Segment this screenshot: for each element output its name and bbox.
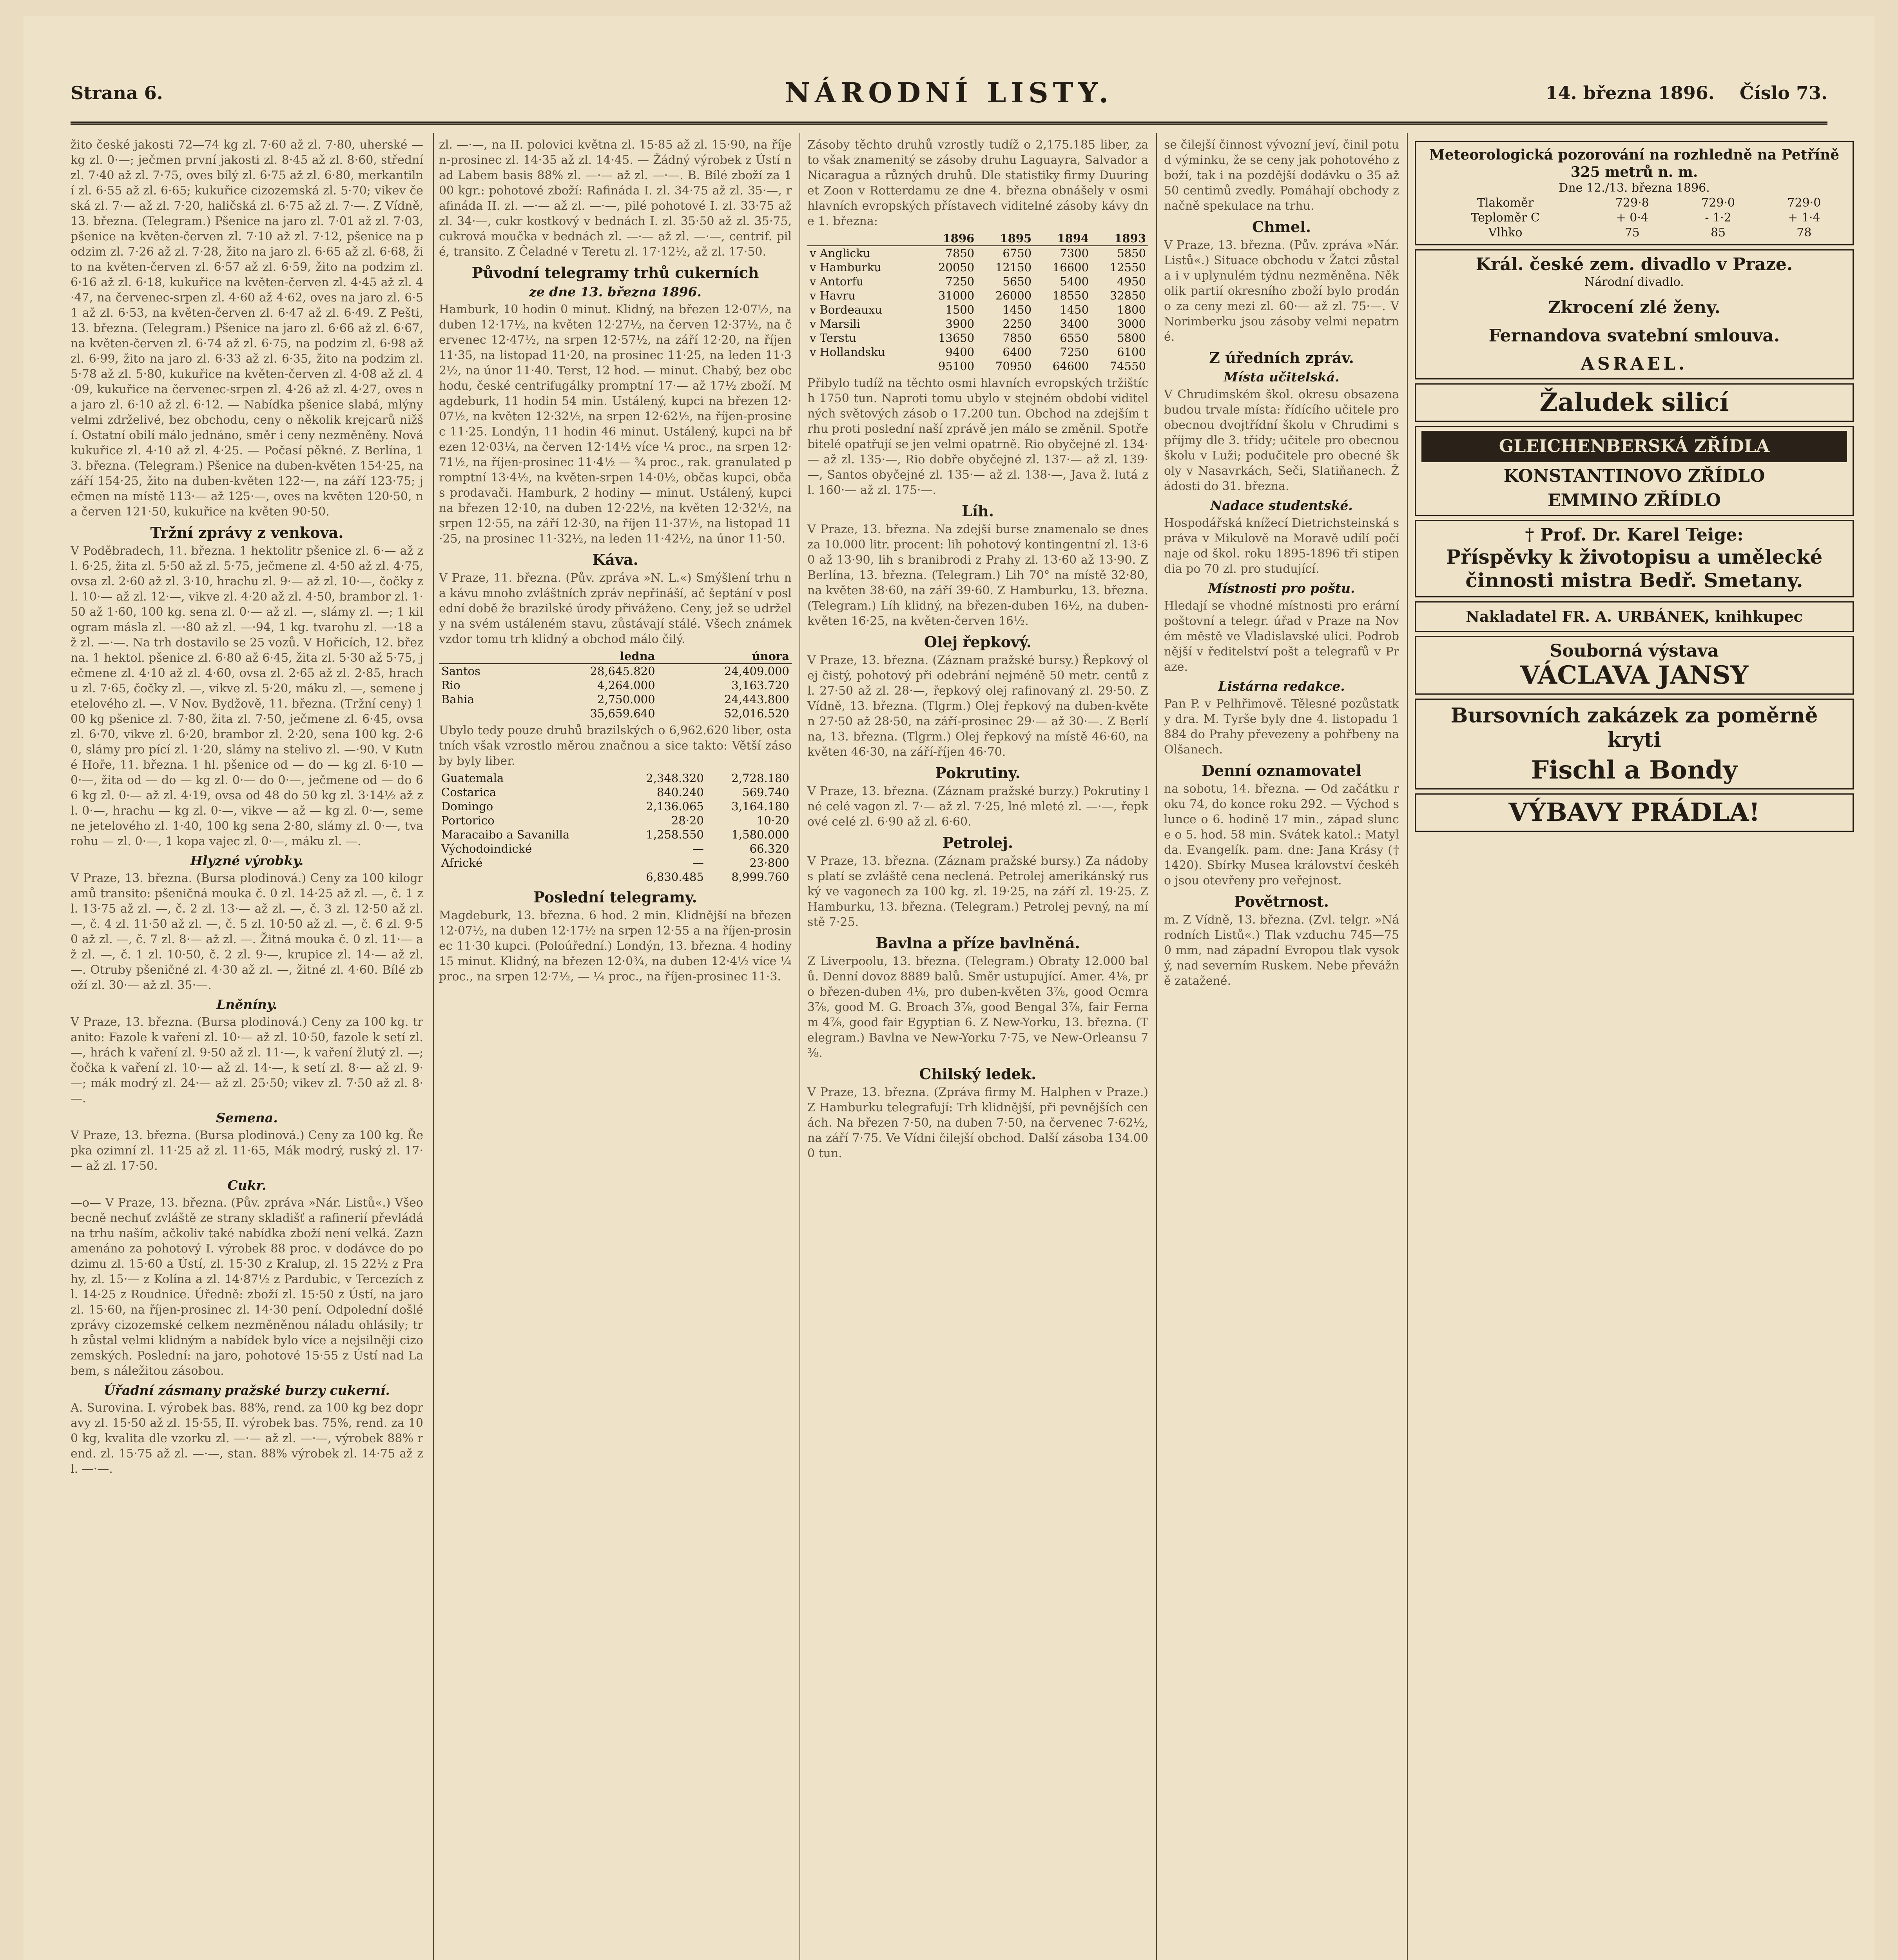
page-number: Strana 6. (71, 82, 163, 103)
ad-teige: † Prof. Dr. Karel Teige: Příspěvky k životopisu a umělecké činnosti mistra Bedř. Smetany. (1415, 520, 1854, 597)
newspaper-page (24, 16, 1874, 1960)
heading-listarna: Listárna redakce. (1218, 679, 1345, 694)
meteo-box: Meteorologická pozorování na rozhledně na Petříně 325 metrů n. m. Dne 12./13. března 1896. Tlakoměr 729·8 729·0 729·0 Teploměr C + 0·4 - 1·2 + 1·4 Vlhko 75 85 78 (1415, 141, 1854, 245)
heading-urad-zaznamy: Úřadní zásmany pražské burzy cukerní. (103, 1383, 390, 1398)
issue-date: 14. března 1896. Číslo 73. (1545, 82, 1827, 103)
column-2: zl. —·—, na II. polovici května zl. 15·85 až zl. 15·90, na říjen-prosinec zl. 14·35 až zl. 14·45. — Žádný výrobek z Ústí nad Labem basis 88% zl. —·— až zl. —·—. B. Bílé zboží za 100 kgr.: pohotové zboží: Rafináda I. zl. 34·75 až zl. 35·—, rafináda II. zl. —·— až zl. —·—, pilé pohotové I. zl. 33·75 až zl. 34·—, cukr kostkový v bednách I. zl. 35·50 až zl. 35·75, cukrová moučka v bednách zl. —·— až zl. —·—, centrif. pilé, transito. Z Čeladné v Teretu zl. 17·12½, až zl. 17·50. Původní telegramy trhů cukerních ze dne 13. března 1896. Hamburk, 10 hodin 0 minut. Klidný, na březen 12·07½, na duben 12·17½, na květen 12·27½, na červen 12·37½, na červenec 12·47½, na srpen 12·57½, na září 12·20, na říjen 11·35, na listopad 11·20, na prosinec 11·25, na leden 11·32½, na únor 11·40. Terst, 12 hod. — minut. Chabý, bez obchodu, české centrifugálky promptní 17·— až 17½ zboží. Magdeburk, 11 hodin 54 min. Ustálený, kupci na březen 12·07½, na květen 12·32½, na srpen 12·62½, na říjen-prosinec 11·25. Londýn, 11 hodin 46 minut. Ustálený, kupci na březen 12·03¼, na červen 12·14½ více ¼ proc., na srpen 12·71½, na říjen-prosinec 11·4½ — ¾ proc., rak. granulated promptní 13·4½, na květen-srpen 14·0½, občas kupci, občas prodavači. Hamburk, 2 hodiny — minut. Ustálený, kupci na březen 12·10, na duben 12·22½, na květen 12·32½, na srpen 12·55, na září 12·30, na říjen 11·37½, na listopad 11·25, na prosinec 11·32½, na leden 11·42½, na únor 11·50. Káva. V Praze, 11. března. (Pův. zpráva »N. L.«) Smýšlení trhu na kávu mnoho zvláštních zpráv nepřináší, ač šeptání v poslední době že brazilské úrody přiváženo. Ceny, jež se udržely na svém ustáleném stavu, zůstávají stálé. Všech známek vzdor tomu trh klidný a obchod málo čilý. ledna února Santos 28,645.820 24,409.000 Rio 4,264.000 3,163.720 Bahia 2,750.000 24,443.800 35,659.640 52,016.520 Ubylo tedy pouze druhů brazilských o 6,962.620 liber, ostatních však vzrostlo měrou značnou a sice takto: Větší zásoby byly liber. Guatemala 2,348.320 2,728.180 Costarica 840.240 569.740 Domingo 2,136.065 3,164.180 Portorico 28·20 10·20 Maracaibo a Savanilla 1,258.550 1,580.000 Východoindické — 66.320 Africké — 23·800 6,830.485 8,999.760 Poslední telegramy. Magdeburk, 13. března. 6 hod. 2 min. Klidnější na březen 12·07½, na duben 12·17½ na srpen 12·55 a na říjen-prosinec 11·30 kupci. (Poloúřední.) Londýn, 13. března. 4 hodiny 15 minut. Klidný, na březen 12·0¾, na duben 12·4½ více ¼ proc., na srpen 12·7½, — ¼ proc., na říjen-prosinec 11·3. (439, 138, 792, 984)
heading-semena: Semena. (216, 1110, 278, 1125)
column-1: žito české jakosti 72—74 kg zl. 7·60 až zl. 7·80, uherské — kg zl. 0·—; ječmen první jakosti zl. 8·45 až zl. 8·60, střední zl. 7·40 až zl. 7·75, oves bílý zl. 6·75 až zl. 6·80, merkantilní zl. 6·55 až zl. 6·65; kukuřice cizozemská zl. 5·70; vikev česká zl. 7·— až zl. 7·20, haličská zl. 6·75 až zl. 7·—. Z Vídně, 13. března. (Telegram.) Pšenice na jaro zl. 7·01 až zl. 7·03, pšenice na květen-červen zl. 7·10 až zl. 7·12, pšenice na podzim zl. 7·26 až zl. 7·28, žito na jaro zl. 6·65 až zl. 6·68, žito na květen-červen zl. 6·57 až zl. 6·59, žito na podzim zl. 6·16 až zl. 6·18, kukuřice na květen-červen zl. 4·45 až zl. 4·47, na červenec-srpen zl. 4·60 až 4·62, oves na jaro zl. 6·51 až zl. 6·53, na květen-červen zl. 6·47 až zl. 6·49. Z Pešti, 13. března. (Telegram.) Pšenice na jaro zl. 6·66 až zl. 6·67, na květen-červen zl. 6·74 až zl. 6·75, na podzim zl. 6·98 až zl. 6·99, žito na jaro zl. 6·33 až zl. 6·35, žito na podzim zl. 5·78 až zl. 5·80, kukuřice na květen-červen zl. 4·08 až zl. 4·09, kukuřice na červenec-srpen zl. 4·26 až zl. 4·27, oves na jaro zl. 6·10 až zl. 6·12. — Nabídka pšenice slabá, mlýny velmi zdrželivé, bez obchodu, ceny o několik krejcarů nižší. Ostatní obilí málo jednáno, směr i ceny nezměněny. Nová kukuřice zl. 4·10 až zl. 4·25. — Počasí pěkné. Z Berlína, 13. března. (Telegram.) Pšenice na duben-květen 154·25, na září 154·25, žito na duben-květen 122·—, na září 123·75; ječmen na místě 113·— až 125·—, oves na květen 120·50, na červen 121·50, kukuřice na květen 90·50. Tržní zprávy z venkova. V Poděbradech, 11. března. 1 hektolitr pšenice zl. 6·— až zl. 6·25, žita zl. 5·50 až zl. 5·75, ječmene zl. 4·50 až zl. 4·75, ovsa zl. 2·60 až zl. 3·10, hrachu zl. 9·— až zl. 10·—, čočky zl. 10·— až zl. 12·—, vikve zl. 4·20 až zl. 4·50, brambor zl. 1·50 až 1·60, 100 kg. sena zl. 0·— až zl. —, slámy zl. —; 1 kilogram másla zl. —·80 až zl. —·94, 1 kg. tvarohu zl. —·18 až zl. —·—. Na trh dostavilo se 25 vozů. V Hořicích, 12. března. 1 hektol. pšenice zl. 6·80 až 6·45, žita zl. 5·30 až 5·75, ječmene zl. 4·10 až zl. 4·60, ovsa zl. 2·65 až zl. 2·85, hrachu zl. 7·65, čočky zl. —, vikve zl. 5·20, máku zl. —, semene jetelového zl. —. V Nov. Bydžově, 11. března. (Tržní ceny) 100 kg pšenice zl. 7·80, žita zl. 7·50, ječmene zl. 6·45, ovsa zl. 6·70, vikve zl. 6·20, brambor zl. 2·20, sena 100 kg. 2·60, slámy pro pící zl. 1·20, slámy na stelivo zl. —·90. V Kutné Hoře, 11. března. 1 hl. pšenice od — do — kg zl. 6·10 — 0·—, žita od — do — kg zl. 0·— do 0·—, ječmene od — do 66 kg zl. 0·— až zl. 4·19, ovsa od 48 do 50 kg zl. 3·14½ až zl. 0·—, hrachu — kg zl. 0·—, vikve — až — kg zl. 0·—, semene jetelového zl. 1·40, 100 kg sena 2·80, slámy zl. 0·—, tvarohu — zl. 0·—, 1 kopa vajec zl. 0·—, máku zl. —. Hlyzné výrobky. V Praze, 13. března. (Bursa plodinová.) Ceny za 100 kilogramů transito: pšeničná mouka č. 0 zl. 14·25 až zl. —, č. 1 zl. 13·75 až zl. —, č. 2 zl. 13·— až zl. —, č. 3 zl. 12·50 až zl. —, č. 4 zl. 11·50 až zl. —, č. 5 zl. 10·50 až zl. —, č. 6 zl. 9·50 až zl. —, č. 7 zl. 8·— až zl. —. Žitná mouka č. 0 zl. 11·— až zl. —, č. 1 zl. 10·50, č. 2 zl. 9·—, krupice zl. 14·— až zl. —. Otruby pšeničné zl. 4·30 až zl. —, žitné zl. 4·60. Bílé zboží zl. 30·— až zl. 35·—. Lněníny. V Praze, 13. března. (Bursa plodinová.) Ceny za 100 kg. tranito: Fazole k vaření zl. 10·— až zl. 10·50, fazole k setí zl. —, hrách k vaření zl. 9·50 až zl. 11·—, k vaření žlutý zl. —; čočka k vaření zl. 10·— až zl. 14·—, k setí zl. 8·— až zl. 9·—; mák modrý zl. 24·— až zl. 25·50; vikev zl. 7·50 až zl. 8·—. Semena. V Praze, 13. března. (Bursa plodinová.) Ceny za 100 kg. Řepka ozimní zl. 11·25 až zl. 11·65, Mák modrý, ruský zl. 17·— až zl. 17·50. Cukr. —o— V Praze, 13. března. (Pův. zpráva »Nár. Listů«.) Všeobecně nechuť zvláště ze strany skladišť a rafinerií převládá na trhu naším, ačkoliv také nabídka zboží není velká. Zaznamenáno za pohotový I. výrobek 88 proc. v dodávce do podzimu zl. 15·60 a Ústí, zl. 15·30 z Kralup, zl. 15 22½ z Prahy, zl. 15·— z Kolína a zl. 14·87½ z Pardubic, v Tercezích zl. 14·25 z Roudnice. Úředně: zboží zl. 15·50 z Ústí, na jaro zl. 15·60, na říjen-prosinec zl. 14·30 pení. Odpolední došlé zprávy cizozemské celkem nezměněnou náladu ohlásily; trh zůstal velmi klidným a nabídek bylo více a nejsilněji cizozemských. Poslední: na jaro, pohotové 15·55 z Ústí nad Labem, s náležitou zásobou. Úřadní zásmany pražské burzy cukerní. A. Surovina. I. výrobek bas. 88%, rend. za 100 kg bez dopravy zl. 15·50 až zl. 15·55, II. výrobek bas. 75%, rend. za 100 kg, kvalita dle vzorku zl. —·— až zl. —·—, výrobek 88% rend. zl. 15·75 až zl. —·—, stan. 88% výrobek zl. 14·75 až zl. —·—. (71, 138, 423, 1476)
heading-kava: Káva. (592, 551, 638, 568)
heading-bavlna: Bavlna a příze bavlněná. (876, 934, 1080, 952)
coffee-table: ledna února Santos 28,645.820 24,409.000 Rio 4,264.000 3,163.720 Bahia 2,750.000 24,443.800 35,659.640 52,016.520 (439, 649, 792, 720)
heading-olej-repkovy: Olej řepkový. (924, 633, 1032, 651)
ad-gleichenberg: GLEICHENBERSKÁ ZŘÍDLA KONSTANTINOVO ZŘÍDLO EMMINO ZŘÍDLO (1415, 426, 1854, 516)
ad-jansa: Souborná výstava VÁCLAVA JANSY (1415, 636, 1854, 695)
meteo-table: Tlakoměr 729·8 729·0 729·0 Teploměr C + 0·4 - 1·2 + 1·4 Vlhko 75 85 78 (1471, 196, 1821, 240)
heading-puvodni-telegramy: Původní telegramy trhů cukerních (471, 264, 759, 281)
heading-povetrnost: Povětrnost. (1234, 893, 1329, 910)
column-3: Zásoby těchto druhů vzrostly tudíž o 2,175.185 liber, za to však znamenitý se zásoby druhu Laguayra, Salvador a Nicaragua a různých druhů. Dle statistiky firmy Duuring et Zoon v Rotterdamu ze dne 4. března obnášely v osmi hlavních evropských přístavech viditelné zásoby kávy dne 1. března: 1896 1895 1894 1893 v Anglicku 7850 6750 7300 5850 v Hamburku 20050 12150 16600 12550 v Antorfu 7250 5650 5400 4950 v Havru 31000 26000 18550 32850 v Bordeauxu 1500 1450 1450 1800 v Marsili 3900 2250 3400 3000 v Terstu 13650 7850 6550 5800 v Hollandsku 9400 6400 7250 6100 95100 70950 64600 74550 Přibylo tudíž na těchto osmi hlavních evropských tržištích 1750 tun. Naproti tomu ubylo v stejném období viditelných světových zásob o 17.200 tun. Obchod na zdejším trhu proti poslední naší zprávě jen málo se změnil. Spotřebitelé opatřují se jen velmi opatrně. Rio obyčejné zl. 134·— až zl. 135·—, Rio dobře obyčejné zl. 137·— až zl. 139·—, Santos obyčejné zl. 135·— až zl. 138·—, Java ž. lutá zl. 160·— až zl. 175·—. Líh. V Praze, 13. března. Na zdejší burse znamenalo se dnes za 10.000 litr. procent: lih pohotový kontingentní zl. 13·60 až 13·90, lih s branibrodi z Prahy zl. 13·60 až 13·90. Z Berlína, 13. března. (Telegram.) Lih 70° na místě 32·80, na květen 38·60, na září 39·60. Z Hamburku, 13. března. (Telegram.) Líh klidný, na březen-duben 16½, na duben-květen 16·25, na květen-červen 16½. Olej řepkový. V Praze, 13. března. (Záznam pražské bursy.) Řepkový olej čistý, pohotový při odebrání nejméně 50 metr. centů zl. 27·50 až zl. 28·—, řepkový olej rafinovaný zl. 29·50. Z Vídně, 13. března. (Tlgrm.) Olej řepkový na duben-květen 27·50 až 28·50, na září-prosinec 29·— až 30·—. Z Berlína, 13. března. (Tlgrm.) Olej řepkový na místě 46·60, na květen 46·30, na září-říjen 46·70. Pokrutiny. V Praze, 13. března. (Záznam pražské burzy.) Pokrutiny lné celé vagon zl. 7·— až zl. 7·25, lné mleté zl. —·—, řepkové celé zl. 6·90 až zl. 6·60. Petrolej. V Praze, 13. března. (Záznam pražské bursy.) Za nádoby s platí se zvláště cena neclená. Petrolej amerikánský ruský ve vagonech za 100 kg. zl. 19·25, na září zl. 19·25. Z Hamburku, 13. března. (Telegram.) Petrolej pevný, na místě 7·25. Bavlna a příze bavlněná. Z Liverpoolu, 13. března. (Telegram.) Obraty 12.000 balů. Denní dovoz 8889 balů. Směr ustupující. Amer. 4⅛, pro březen-duben 4⅛, pro duben-květen 3⅞, good Ocmra 3⅞, good M. G. Broach 3⅞, good Bengal 3⅞, fair Fernam 4⅞, good fair Egyptian 6. Z New-Yorku, 13. března. (Telegram.) Bavlna ve New-Yorku 7·75, ve New-Orleansu 7⅜. Chilský ledek. V Praze, 13. března. (Zpráva firmy M. Halphen v Praze.) Z Hamburku telegrafují: Trh klidnější, při pevnějších cenách. Na březen 7·50, na duben 7·50, na červenec 7·62½, na září 7·75. Ve Vídni čilejší obchod. Další zásoba 134.000 tun. (807, 138, 1148, 1160)
heading-mistnosti-postu: Místnosti pro poštu. (1208, 581, 1355, 596)
subheading-date: ze dne 13. března 1896. (529, 284, 702, 299)
column-5 (1415, 137, 1854, 1960)
heading-trzni-zpravy: Tržní zprávy z venkova. (150, 524, 344, 541)
heading-cukr: Cukr. (227, 1178, 266, 1193)
ad-urbanek: Nakladatel FR. A. URBÁNEK, knihkupec (1415, 601, 1854, 632)
heading-denni-oznamovatel: Denní oznamovatel (1202, 762, 1361, 779)
heading-lih: Líh. (961, 502, 994, 520)
theatre-ad: Král. české zem. divadlo v Praze. Národní divadlo. Zkrocení zlé ženy. Fernandova svatební smlouva. ASRAEL. (1415, 249, 1854, 379)
masthead (71, 74, 1827, 125)
heading-posledni-telegramy: Poslední telegramy. (533, 888, 697, 906)
ad-bursa: Bursovních zakázek za poměrně kryti Fischl a Bondy (1415, 699, 1854, 789)
heading-urednich-zprav: Z úředních zpráv. (1209, 349, 1354, 367)
heading-pokrutiny: Pokrutiny. (935, 764, 1021, 782)
heading-chilsky-ledek: Chilský ledek. (919, 1065, 1037, 1083)
coffee-table-2: Guatemala 2,348.320 2,728.180 Costarica 840.240 569.740 Domingo 2,136.065 3,164.180 Portorico 28·20 10·20 Maracaibo a Savanilla 1,258.550 1,580.000 Východoindické — 66.320 Africké — 23·800 6,830.485 8,999.760 (441, 771, 789, 884)
column-4: se čilejší činnost vývozní jeví, činil potud výminku, že se ceny jak pohotového zboží, tak i na pozdější dodávku o 35 až 50 centimů zvedly. Pomáhají obchody značně spekulace na trhu. Chmel. V Praze, 13. března. (Pův. zpráva »Nár. Listů«.) Situace obchodu v Žatci zůstala i v uplynulém týdnu nezměněna. Několik partií okresního zboží bylo prodáno za ceny mezi zl. 60·— až zl. 75·—. V Norimberku jsou zásoby velmi nepatrné. Z úředních zpráv. Místa učitelská. V Chrudimském škol. okresu obsazena budou trvale místa: řídícího učitele pro obecnou dvojtřídní školu v Chrudimi s příjmy dle 3. třídy; učitele pro obecnou školu v Luži; podučitele pro obecné školy v Nasavrkách, Seči, Slatiňanech. Žádosti do 31. března. Nadace studentské. Hospodářská knížecí Dietrichsteinská správa v Mikulově na Moravě udílí počínaje od škol. roku 1895-1896 tři stipendia po 70 zl. pro studující. Místnosti pro poštu. Hledají se vhodné místnosti pro erární poštovní a telegr. úřad v Praze na Novém městě ve Vladislavské ulici. Podrobnější v ředitelství pošt a telegrafů v Praze. Listárna redakce. Pan P. v Pelhřimově. Tělesné pozůstatky dra. M. Tyrše byly dne 4. listopadu 1884 do Prahy převezeny a pohřbeny na Olšanech. Denní oznamovatel na sobotu, 14. března. — Od začátku roku 74, do konce roku 292. — Východ slunce o 6. hodině 17 min., západ slunce o 5. hod. 58 min. Svátek katol.: Matylda. Evangelík. pam. dne: Jana Krásy († 1420). Sbírky Musea království českého jsou otevřeny pro veřejnost. Povětrnost. m. Z Vídně, 13. března. (Zvl. telgr. »Národních Listů«.) Tlak vzduchu 745—750 mm, nad západní Evropou tlak vysoký, nad severním Ruskem. Nebe převážně zatažené. (1164, 138, 1399, 988)
heading-lnisteny: Lněníny. (216, 997, 277, 1012)
heading-mista-ucitelska: Místa učitelská. (1224, 369, 1340, 385)
ad-vybavy: VÝBAVY PRÁDLA! (1415, 793, 1854, 832)
coffee-stock-table: 1896 1895 1894 1893 v Anglicku 7850 6750 7300 5850 v Hamburku 20050 12150 16600 12550 v Antorfu 7250 5650 5400 4950 v Havru 31000 26000 18550 32850 v Bordeauxu 1500 1450 1450 1800 v Marsili 3900 2250 3400 3000 v Terstu 13650 7850 6550 5800 v Hollandsku 9400 6400 7250 6100 95100 70950 64600 74550 (807, 231, 1148, 373)
heading-hlyzne-vyrobky: Hlyzné výrobky. (190, 853, 304, 868)
newspaper-title: NÁRODNÍ LISTY. (785, 76, 1113, 109)
heading-petrolej: Petrolej. (942, 834, 1013, 851)
heading-nadace-studentske: Nadace studentské. (1210, 498, 1353, 513)
heading-chmel: Chmel. (1252, 218, 1311, 236)
ad-zaludek: Žaludek silicí (1415, 383, 1854, 422)
